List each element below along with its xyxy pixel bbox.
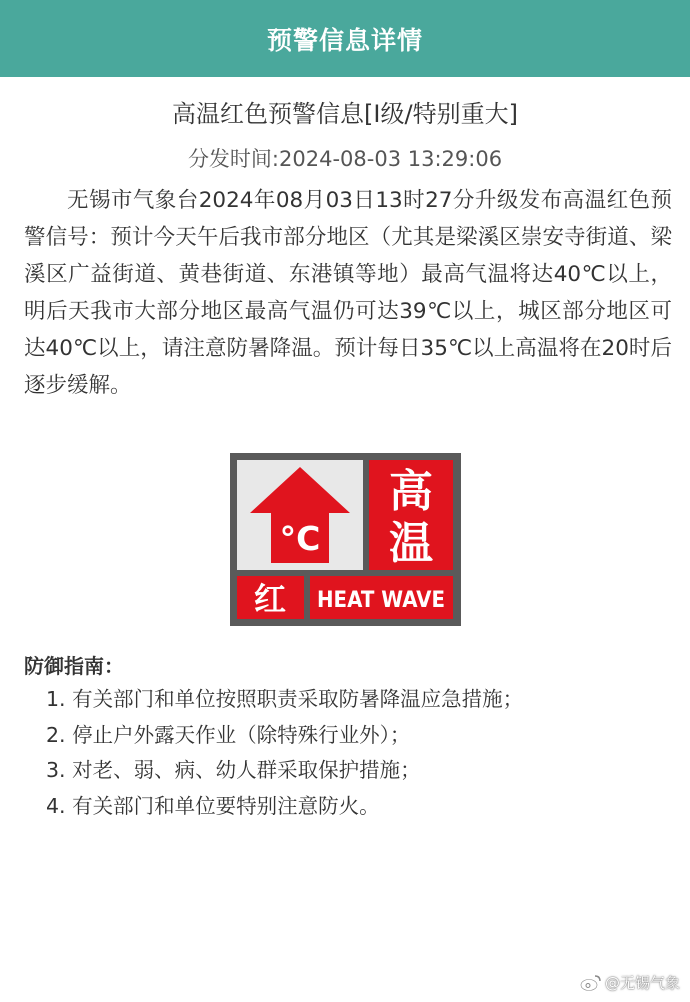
alert-body: 无锡市气象台2024年08月03日13时27分升级发布高温红色预警信号：预计今天午后我市部分地区（尤其是梁溪区崇安寺街道、梁溪区广益街道、黄巷街道、东港镇等地）最高气温将达40℃以上，明后天我市大部分地区最高气温仍可达39℃以上，城区部分地区可达40℃以上，请注意防暑降温。预计每日35℃以上高温将在20时后逐步缓解。 [24,188,672,398]
issue-time-value: 2024-08-03 13:29:06 [279,147,503,171]
watermark-text: @无锡气象 [604,974,680,992]
signal-level-char: 红 [253,580,287,618]
weibo-icon [580,974,602,992]
issue-time-label: 分发时间: [187,147,280,171]
issue-time-line [0,143,690,173]
guide-item: 2. 停止户外露天作业（除特殊行业外）； [46,722,411,747]
weibo-watermark [580,972,680,993]
heat-wave-red-signal-icon [230,453,461,626]
signal-english-label: HEAT WAVE [317,588,445,613]
signal-char-gao: 高 [389,466,433,517]
alert-title: 高温红色预警信息[Ⅰ级/特别重大] [172,100,518,128]
heat-wave-signal-graphic [230,453,461,626]
signal-unit: °C [279,519,321,558]
page-title: 预警信息详情 [266,25,423,55]
guide-list [46,684,676,826]
guide-item: 3. 对老、弱、病、幼人群采取保护措施； [46,758,421,782]
guide-title: 防御指南： [24,654,124,678]
guide-item: 1. 有关部门和单位按照职责采取防暑降温应急措施； [46,687,524,711]
signal-char-wen: 温 [389,518,433,569]
guide-item: 4. 有关部门和单位要特别注意防火。 [46,793,380,818]
page-header [0,0,690,77]
